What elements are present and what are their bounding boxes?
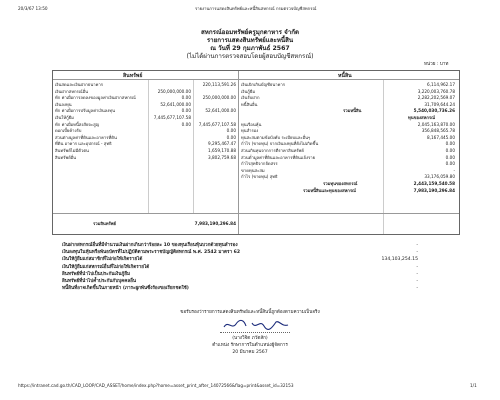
equity-row-label: ทุนเรือนหุ้น bbox=[241, 121, 262, 127]
asset-row-label: หัก ค่าเผื่อหนี้สงสัยจะสูญ bbox=[55, 121, 100, 127]
equity-row-value: - bbox=[453, 167, 455, 173]
note-label: เงินให้กู้ยืมแก่สมาชิกที่ไม่ก่อให้เกิดรายได้ bbox=[62, 257, 143, 263]
equity-heading: ทุนของสหกรณ์ bbox=[408, 115, 436, 120]
equity-row-label: กำไรสุทธิจากจัดสรร bbox=[241, 161, 278, 167]
note-label: เงินให้กู้ยืมแก่สหกรณ์อื่นที่ไม่ก่อให้เกิดรายได้ bbox=[62, 264, 150, 270]
certification-text: ขอรับรองว่ารายการแสดงสินทรัพย์และหนี้สินนี้ถูกต้องตามความเป็นจริง bbox=[180, 310, 320, 315]
asset-row-sub: 250,000,000.00 bbox=[157, 88, 191, 94]
note-value: - bbox=[416, 279, 418, 284]
asset-row-label: เงินลงทุน bbox=[55, 101, 72, 107]
equity-row-value: 33,176,059.80 bbox=[424, 174, 455, 180]
grand-total-value: 7,983,190,296.84 bbox=[413, 187, 455, 193]
print-report-name: รายงานการแสดงสินทรัพย์และหนี้สินสหกรณ์ กรมตรวจบัญชีสหกรณ์ bbox=[195, 6, 317, 11]
note-value: - bbox=[416, 243, 418, 248]
note-label: สินทรัพย์ที่นำไปเป็นประกันเงินกู้ยืม bbox=[62, 271, 130, 277]
signature-line bbox=[220, 332, 290, 333]
asset-row-value: 9,295,467.47 bbox=[208, 141, 236, 147]
print-datetime: 20/3/67 13:50 bbox=[18, 6, 48, 11]
asset-row-label: สินทรัพย์อื่น bbox=[55, 154, 77, 160]
asset-row-value: 52,641,000.00 bbox=[205, 108, 236, 114]
equity-row-value: 2,045,163,870.00 bbox=[417, 121, 455, 127]
liability-row-label: หนี้สินอื่น bbox=[241, 101, 258, 107]
report-subtitle: (ไม่ได้ผ่านการตรวจสอบโดยผู้สอบบัญชีสหกรณ์) bbox=[186, 53, 314, 60]
note-value: - bbox=[416, 250, 418, 256]
asset-row-label: หัก ค่าเผื่อการลดลงของมูลค่าเงินฝากสหกรณ์ bbox=[55, 95, 136, 101]
signer-name: (นางวิจิต ภวัตสัก) bbox=[232, 336, 268, 341]
note-label: สินทรัพย์ที่นำไปค้ำประกันกับบุคคลอื่น bbox=[62, 279, 137, 284]
note-label: หนี้สินที่อาจเกิดขึ้นในภายหน้า (ภาระผูกพันซึ่งร้องขอเรียกชดใช้) bbox=[62, 286, 189, 292]
liabilities-total-value: 5,540,030,736.26 bbox=[413, 108, 455, 114]
asset-row-label: ที่ดิน อาคาร และอุปกรณ์ - สุทธิ bbox=[55, 141, 112, 147]
note-value: - bbox=[416, 271, 418, 277]
equity-total-label: รวมทุนของสหกรณ์ bbox=[323, 181, 358, 186]
equity-row-label: ขาดทุนสะสม bbox=[241, 167, 265, 173]
equity-row-value: 8,167,445.00 bbox=[427, 134, 455, 140]
signature-image bbox=[222, 318, 292, 332]
asset-row-value: 3,802,759.68 bbox=[208, 154, 236, 160]
equity-row-label: ทุนสะสมตามข้อบังคับ ระเบียบและอื่นๆ bbox=[241, 134, 311, 140]
asset-row-label: เงินสดและเงินฝากธนาคาร bbox=[55, 82, 103, 87]
assets-total-label: รวมสินทรัพย์ bbox=[93, 221, 117, 226]
asset-row-label: ส่วนต่างมูลค่าที่ดินและอาคารที่ดิน bbox=[55, 134, 117, 140]
report-date: ณ วันที่ 29 กุมภาพันธ์ 2567 bbox=[210, 45, 290, 52]
asset-row-sub: 0.00 bbox=[181, 121, 191, 127]
asset-row-value: 0.00 bbox=[226, 128, 236, 134]
unit-label: หน่วย : บาท bbox=[424, 62, 449, 67]
liability-row-value: 31,709,644.24 bbox=[424, 101, 455, 107]
equity-row-label: ทุนสำรอง bbox=[241, 128, 259, 134]
asset-row-label: หัก ค่าเผื่อการปรับมูลค่าเงินลงทุน bbox=[55, 108, 115, 114]
asset-row-sub: 0.00 bbox=[181, 108, 191, 114]
equity-row-value: 0.00 bbox=[445, 161, 455, 167]
equity-row-value: 0.00 bbox=[445, 141, 455, 147]
asset-row-sub: 7,445,677,107.58 bbox=[153, 115, 191, 120]
liabilities-total-label: รวมหนี้สิน bbox=[343, 108, 362, 114]
print-header bbox=[0, 6, 500, 16]
note-value: - bbox=[416, 286, 418, 292]
print-page: 1/1 bbox=[470, 383, 477, 388]
liability-row-label: เงินกู้ยืม bbox=[241, 88, 256, 94]
equity-total-value: 2,443,159,540.58 bbox=[413, 181, 455, 186]
asset-row-label: เงินฝากสหกรณ์อื่น bbox=[55, 88, 89, 94]
equity-row-value: 0.00 bbox=[445, 154, 455, 160]
equity-row-label: กำไร (ขาดทุน) สุทธิ bbox=[241, 174, 278, 180]
note-value: 134,103,254.15 bbox=[381, 257, 418, 263]
asset-row-label: ดอกเบี้ยค้างรับ bbox=[55, 128, 82, 134]
equity-row-value: 0.00 bbox=[445, 148, 455, 153]
asset-row-value: 1,659,170.88 bbox=[208, 148, 236, 153]
note-label: เงินลงทุนในหุ้นหรือพันธบัตรที่ไม่ปฏิบัติตามพระราชบัญญัติสหกรณ์ พ.ศ. 2542 มาตรา 62 bbox=[62, 250, 241, 256]
equity-row-label: ส่วนเกินทุนจากการตีราคาสินทรัพย์ bbox=[241, 148, 304, 153]
liability-row-value: 3,220,003,760.78 bbox=[417, 88, 455, 94]
equity-row-label: กำไร (ขาดทุน) จากเงินลงทุนที่ยังไม่เกิดขึ้น bbox=[241, 141, 319, 147]
assets-heading: สินทรัพย์ bbox=[123, 73, 143, 79]
grand-total-label: รวมหนี้สินและทุนของสหกรณ์ bbox=[303, 187, 356, 193]
equity-row-label: ส่วนต่ำมูลค่าที่ดินและอาคารที่ดินแจ้งราย bbox=[241, 154, 316, 160]
liability-row-label: เงินเบิกเกินบัญชีธนาคาร bbox=[241, 82, 286, 87]
report-title: รายการแสดงสินทรัพย์และหนี้สิน bbox=[206, 37, 294, 44]
asset-row-sub: 0.00 bbox=[181, 95, 191, 101]
asset-row-value: 7,445,677,107.58 bbox=[198, 121, 236, 127]
print-footer bbox=[0, 383, 500, 393]
asset-row-value: 250,000,000.00 bbox=[202, 95, 236, 101]
asset-row-value: 0.00 bbox=[226, 134, 236, 140]
note-label: เงินฝากสหกรณ์อื่นที่มีจำนวนเงินฝากเกินกว่าร้อยละ 10 ของทุนเรือนหุ้นบวกด้วยทุนสำรอง bbox=[62, 243, 238, 248]
liability-row-value: 2,282,202,569.07 bbox=[417, 95, 455, 101]
asset-row-sub: 52,641,000.00 bbox=[160, 101, 191, 107]
signer-position: ตำแหน่ง รักษาการในตำแหน่งผู้จัดการ bbox=[212, 343, 288, 348]
asset-row-label: สินทรัพย์ไม่มีตัวตน bbox=[55, 148, 89, 153]
liability-row-value: 6,114,962.17 bbox=[427, 82, 455, 87]
note-value: - bbox=[416, 264, 418, 270]
balance-table bbox=[52, 70, 460, 235]
asset-row-value: 220,113,591.26 bbox=[202, 82, 236, 87]
liabilities-heading: หนี้สิน bbox=[338, 73, 352, 79]
asset-row-label: เงินให้กู้ยืม bbox=[55, 115, 74, 120]
print-url: https://intranet.cad.go.th/CAD_LOOP/CAD_ASSET/home/index.php?home=asset_print_after_14072566&flag=print&asset_id=32153 bbox=[18, 383, 294, 388]
liability-row-label: เงินรับฝาก bbox=[241, 95, 260, 101]
equity-row-value: 356,848,565.78 bbox=[421, 128, 455, 134]
assets-total-value: 7,983,190,296.84 bbox=[194, 221, 236, 226]
org-name: สหกรณ์ออมทรัพย์ครูมุกดาหาร จำกัด bbox=[201, 29, 299, 36]
sign-date: 20 มีนาคม 2567 bbox=[232, 350, 268, 355]
